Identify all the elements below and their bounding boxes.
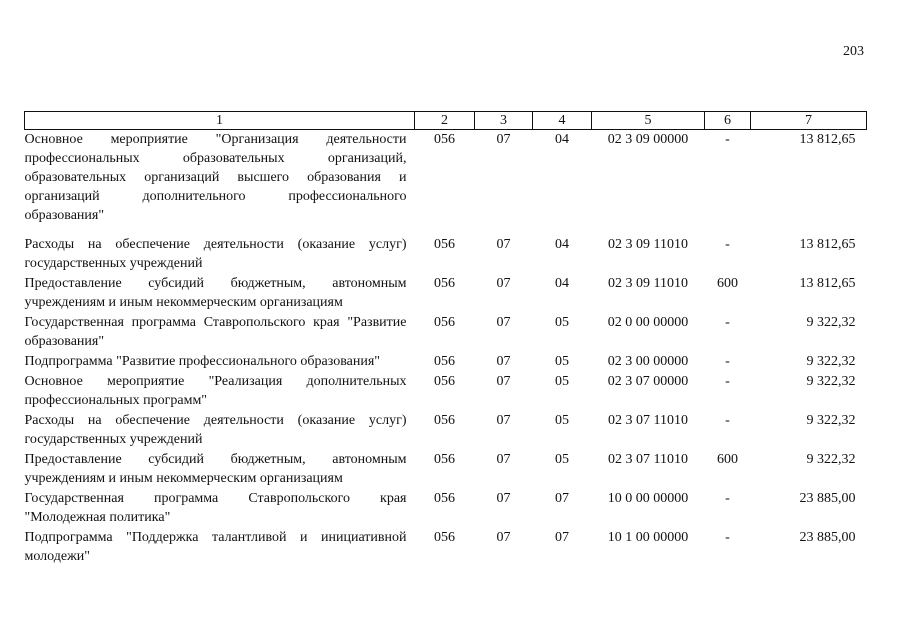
table-row bbox=[25, 235, 867, 274]
row-target-article: 10 1 00 00000 bbox=[607, 530, 689, 545]
row-ministry-code: 056 bbox=[434, 132, 455, 147]
row-subsection: 07 bbox=[555, 530, 569, 545]
row-subsection: 04 bbox=[555, 132, 569, 147]
table-row bbox=[25, 450, 867, 489]
row-expense-type: - bbox=[725, 354, 730, 369]
row-description: Предоставление субсидий бюджетным, автономным учреждениям и иным некоммерческим организациям bbox=[24, 452, 407, 486]
row-expense-type: - bbox=[725, 530, 730, 545]
header-col-5: 5 bbox=[592, 112, 705, 130]
row-description: Государственная программа Ставропольского края "Развитие образования" bbox=[24, 315, 407, 349]
row-amount: 9 322,32 bbox=[806, 315, 856, 330]
row-target-article: 10 0 00 00000 bbox=[607, 491, 689, 506]
row-ministry-code: 056 bbox=[434, 413, 455, 428]
row-section: 07 bbox=[496, 491, 511, 506]
header-col-4: 4 bbox=[533, 112, 592, 130]
row-description: Расходы на обеспечение деятельности (оказание услуг) государственных учреждений bbox=[24, 413, 407, 447]
header-col-6: 6 bbox=[705, 112, 751, 130]
row-subsection: 05 bbox=[555, 374, 569, 389]
row-description: Предоставление субсидий бюджетным, автономным учреждениям и иным некоммерческим организациям bbox=[24, 276, 407, 310]
row-target-article: 02 0 00 00000 bbox=[607, 315, 689, 330]
row-description: Подпрограмма "Поддержка талантливой и инициативной молодежи" bbox=[24, 530, 407, 564]
row-subsection: 05 bbox=[555, 413, 569, 428]
table-row bbox=[25, 372, 867, 411]
row-subsection: 05 bbox=[555, 315, 569, 330]
row-subsection: 04 bbox=[555, 237, 569, 252]
row-target-article: 02 3 00 00000 bbox=[607, 354, 689, 369]
row-subsection: 07 bbox=[555, 491, 569, 506]
row-ministry-code: 056 bbox=[434, 374, 455, 389]
row-section: 07 bbox=[496, 354, 511, 369]
row-expense-type: - bbox=[725, 491, 730, 506]
row-description: Государственная программа Ставропольского края "Молодежная политика" bbox=[24, 491, 407, 525]
row-amount: 13 812,65 bbox=[799, 132, 856, 147]
row-section: 07 bbox=[496, 530, 511, 545]
row-ministry-code: 056 bbox=[434, 491, 455, 506]
row-section: 07 bbox=[496, 276, 511, 291]
row-expense-type: 600 bbox=[717, 452, 738, 467]
row-ministry-code: 056 bbox=[434, 452, 455, 467]
table-row bbox=[25, 130, 867, 236]
row-expense-type: 600 bbox=[717, 276, 738, 291]
budget-table bbox=[24, 111, 867, 567]
row-ministry-code: 056 bbox=[434, 530, 455, 545]
header-row bbox=[25, 112, 867, 130]
row-description: Основное мероприятие "Организация деятельности профессиональных образовательных организаций, образовательных организаций высшего образования и организаций дополнительного профессионального образования" bbox=[24, 132, 407, 223]
row-target-article: 02 3 07 11010 bbox=[608, 452, 688, 467]
row-expense-type: - bbox=[725, 315, 730, 330]
row-target-article: 02 3 07 11010 bbox=[608, 413, 688, 428]
table-row bbox=[25, 411, 867, 450]
row-description: Основное мероприятие "Реализация дополнительных профессиональных программ" bbox=[24, 374, 407, 408]
row-expense-type: - bbox=[725, 374, 730, 389]
row-section: 07 bbox=[496, 374, 511, 389]
row-section: 07 bbox=[496, 132, 511, 147]
table-row bbox=[25, 489, 867, 528]
row-ministry-code: 056 bbox=[434, 315, 455, 330]
row-amount: 9 322,32 bbox=[806, 452, 856, 467]
row-target-article: 02 3 07 00000 bbox=[607, 374, 689, 389]
header-col-1: 1 bbox=[25, 112, 415, 130]
row-subsection: 05 bbox=[555, 452, 569, 467]
table-row bbox=[25, 274, 867, 313]
table-row bbox=[25, 352, 867, 372]
header-col-7: 7 bbox=[751, 112, 867, 130]
row-description: Расходы на обеспечение деятельности (оказание услуг) государственных учреждений bbox=[24, 237, 407, 271]
row-expense-type: - bbox=[725, 132, 730, 147]
row-section: 07 bbox=[496, 237, 511, 252]
row-description: Подпрограмма "Развитие профессионального образования" bbox=[24, 354, 380, 369]
row-section: 07 bbox=[496, 452, 511, 467]
row-target-article: 02 3 09 11010 bbox=[608, 237, 688, 252]
row-subsection: 04 bbox=[555, 276, 569, 291]
row-ministry-code: 056 bbox=[434, 276, 455, 291]
header-col-2: 2 bbox=[415, 112, 475, 130]
row-target-article: 02 3 09 00000 bbox=[607, 132, 689, 147]
row-ministry-code: 056 bbox=[434, 237, 455, 252]
row-ministry-code: 056 bbox=[434, 354, 455, 369]
row-amount: 13 812,65 bbox=[799, 276, 856, 291]
table-row bbox=[25, 528, 867, 567]
row-amount: 9 322,32 bbox=[806, 413, 856, 428]
row-amount: 23 885,00 bbox=[799, 491, 856, 506]
row-subsection: 05 bbox=[555, 354, 569, 369]
row-amount: 13 812,65 bbox=[799, 237, 856, 252]
row-target-article: 02 3 09 11010 bbox=[608, 276, 688, 291]
row-amount: 9 322,32 bbox=[806, 354, 856, 369]
header-col-3: 3 bbox=[475, 112, 533, 130]
row-amount: 23 885,00 bbox=[799, 530, 856, 545]
row-amount: 9 322,32 bbox=[806, 374, 856, 389]
page-number: 203 bbox=[843, 44, 864, 59]
row-expense-type: - bbox=[725, 237, 730, 252]
row-section: 07 bbox=[496, 315, 511, 330]
row-section: 07 bbox=[496, 413, 511, 428]
row-expense-type: - bbox=[725, 413, 730, 428]
table-row bbox=[25, 313, 867, 352]
